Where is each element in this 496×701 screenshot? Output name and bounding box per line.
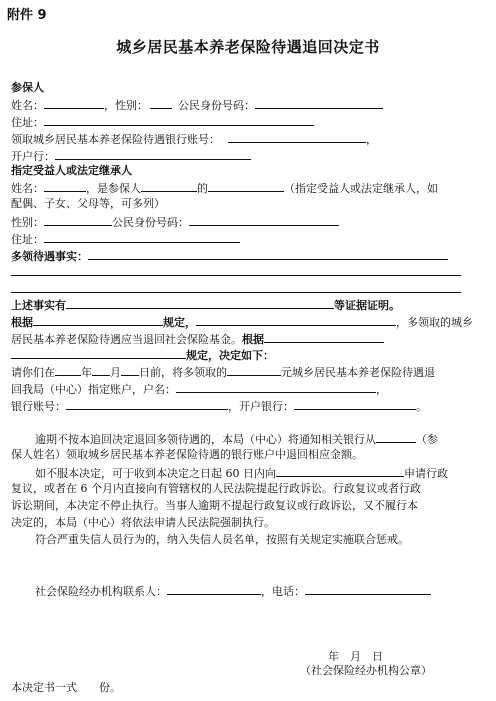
contact-row: 社会保险经办机构联系人： ，电话： bbox=[35, 583, 431, 599]
insured-address-field[interactable] bbox=[44, 114, 314, 126]
insured-address-row: 住址： bbox=[11, 114, 314, 130]
refund-amount-field[interactable] bbox=[227, 364, 281, 376]
overdue-line-1: 逾期不按本追回决定退回多领待遇的，本局（中心）将通知相关银行从 （参 bbox=[35, 433, 438, 446]
evidence-row: 上述事实有 等证据证明。 bbox=[11, 299, 400, 312]
review-agency-field[interactable] bbox=[276, 465, 404, 477]
credit-line: 符合严重失信人员行为的，纳入失信人员名单，按照有关规定实施联合惩戒。 bbox=[35, 533, 409, 546]
beneficiary-name-row: 姓名： ，是参保人 的 （指定受益人或法定继承人，如 bbox=[11, 182, 438, 195]
insured-bank-row: 领取城乡居民基本养老保险待遇银行账号： ， bbox=[11, 133, 377, 146]
contact-phone-field[interactable] bbox=[305, 583, 431, 595]
beneficiary-note-row: 配偶、子女、父母等，可多列） bbox=[11, 197, 165, 210]
appeal-line-1: 如不服本决定，可于收到本决定之日起 60 日内向 申请行政 bbox=[35, 467, 448, 480]
insured-bank-field[interactable] bbox=[228, 131, 366, 143]
document-title: 城乡居民基本养老保险待遇追回决定书 bbox=[116, 38, 380, 56]
beneficiary-address-field[interactable] bbox=[44, 231, 240, 243]
beneficiary-heading: 指定受益人或法定继承人 bbox=[11, 164, 132, 177]
refund-day-field[interactable] bbox=[121, 364, 139, 376]
insured-id-field[interactable] bbox=[255, 97, 383, 109]
basis-law-field-2[interactable] bbox=[264, 331, 384, 343]
attachment-label: 附件 9 bbox=[7, 8, 47, 23]
rule-field[interactable] bbox=[11, 347, 186, 359]
overpaid-field-1[interactable] bbox=[88, 248, 448, 260]
beneficiary-id-row: 性别： 公民身份号码： bbox=[11, 214, 339, 230]
appeal-line-2: 复议，或者在 6 个月内直接向有管辖权的人民法院提起行政诉讼。行政复议或者行政 bbox=[11, 482, 421, 495]
refund-month-field[interactable] bbox=[92, 364, 110, 376]
refund-account-row: 回我局（中心）指定账户，户名： ， bbox=[11, 383, 387, 396]
insured-heading: 参保人 bbox=[11, 81, 44, 94]
overdue-line-2: 保人姓名）领取城乡居民基本养老保险待遇的银行账户中退回相应金额。 bbox=[11, 448, 363, 461]
contact-person-field[interactable] bbox=[167, 583, 261, 595]
refund-bank-row: 银行账号： ，开户银行： 。 bbox=[11, 400, 427, 413]
account-name-field[interactable] bbox=[176, 381, 376, 393]
opening-bank-field[interactable] bbox=[294, 398, 416, 410]
decide-row: 规定，决定如下： bbox=[11, 347, 274, 363]
overpaid-field-2[interactable] bbox=[11, 264, 461, 276]
beneficiary-role-field[interactable] bbox=[208, 180, 284, 192]
basis-reason-field[interactable] bbox=[196, 314, 396, 326]
beneficiary-relation-field[interactable] bbox=[141, 180, 197, 192]
beneficiary-id-field[interactable] bbox=[189, 214, 339, 226]
beneficiary-name-field[interactable] bbox=[44, 180, 86, 192]
beneficiary-gender-field[interactable] bbox=[44, 214, 112, 226]
beneficiary-address-row: 住址： bbox=[11, 231, 240, 247]
insured-name-field[interactable] bbox=[44, 97, 104, 109]
refund-date-row: 请你们在 年 月 日前，将多领取的 元城乡居民基本养老保险待遇退 bbox=[11, 366, 435, 379]
evidence-field[interactable] bbox=[66, 297, 334, 309]
official-stamp-label: （社会保险经办机构公章） bbox=[300, 664, 432, 677]
basis-law-field[interactable] bbox=[33, 314, 163, 326]
bank-account-field[interactable] bbox=[66, 398, 228, 410]
appeal-line-3: 诉讼期间，本决定不停止执行。当事人逾期不提起行政复议或行政诉讼，又不履行本 bbox=[11, 499, 418, 512]
insured-branch-field[interactable] bbox=[55, 148, 251, 160]
sign-date: 年 月 日 bbox=[328, 650, 383, 663]
copies-note: 本决定书一式 份。 bbox=[11, 681, 121, 694]
refund-year-field[interactable] bbox=[55, 364, 81, 376]
overpaid-row: 多领待遇事实： bbox=[11, 248, 448, 264]
appeal-line-4: 决定的，本局（中心）将依法申请人民法院强制执行。 bbox=[11, 516, 275, 529]
insured-gender-field[interactable] bbox=[150, 97, 172, 109]
insured-name-row: 姓名： ，性别： 公民身份号码： bbox=[11, 97, 383, 113]
overpaid-field-3[interactable] bbox=[11, 281, 461, 293]
basis-row: 根据 规定， ，多领取的城乡 bbox=[11, 316, 473, 329]
insured-branch-row: 开户行： bbox=[11, 148, 251, 164]
overdue-bank-field[interactable] bbox=[376, 431, 416, 443]
fund-row: 居民基本养老保险待遇应当退回社会保险基金。根据 bbox=[11, 331, 384, 347]
